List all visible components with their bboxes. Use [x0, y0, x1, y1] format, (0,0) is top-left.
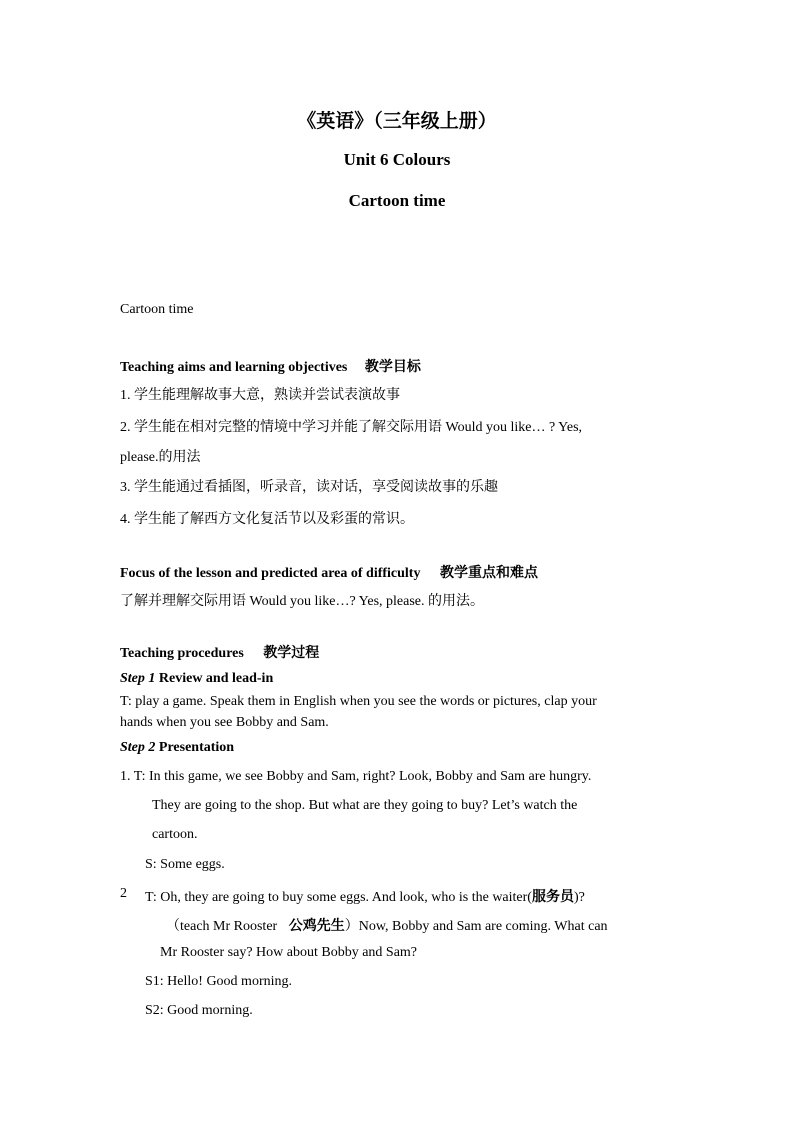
step2-line-9: S2: Good morning.	[145, 1003, 253, 1018]
aims-heading	[120, 356, 421, 376]
step2-line-6-b: ）Now, Bobby and Sam are coming. What can	[344, 919, 608, 934]
procedures-heading-cn: 教学过程	[263, 646, 320, 661]
step2-line-6-a: （teach Mr Rooster	[166, 919, 278, 934]
step1-title: Review and lead-in	[155, 671, 274, 686]
waiter-cn: 服务员	[531, 890, 574, 905]
step2-line-3: cartoon.	[152, 827, 198, 842]
rooster-cn: 公鸡先生	[288, 919, 345, 934]
step1-line-2: hands when you see Bobby and Sam.	[120, 715, 329, 730]
step2-line-5-b: )?	[573, 890, 585, 905]
step2-line-6	[166, 915, 608, 935]
unit-title: Unit 6 Colours	[343, 150, 451, 169]
focus-heading-cn: 教学重点和难点	[439, 566, 538, 581]
step2-heading	[120, 740, 234, 756]
aims-item-2: 2. 学生能在相对完整的情境中学习并能了解交际用语 Would you like… ? Yes,	[120, 420, 583, 435]
focus-heading	[120, 562, 538, 582]
step2-label: Step 2	[120, 740, 156, 755]
procedures-heading	[120, 642, 319, 662]
step1-line-1: T: play a game. Speak them in English when you see the words or pictures, clap your	[120, 694, 597, 709]
step2-line-8: S1: Hello! Good morning.	[145, 974, 292, 989]
focus-text: 了解并理解交际用语 Would you like…? Yes, please. 的用法。	[120, 594, 485, 609]
section-title: Cartoon time	[348, 191, 446, 210]
step2-line-7: Mr Rooster say? How about Bobby and Sam?	[160, 945, 418, 960]
aims-heading-cn: 教学目标	[364, 360, 421, 375]
step1-heading	[120, 671, 273, 687]
aims-item-2-cont: please.的用法	[120, 450, 201, 465]
aims-heading-en: Teaching aims and learning objectives	[120, 360, 348, 375]
step2-line-5-a: T: Oh, they are going to buy some eggs. And look, who is the waiter(	[145, 890, 532, 905]
procedures-heading-en: Teaching procedures	[120, 646, 244, 661]
aims-item-4: 4. 学生能了解西方文化复活节以及彩蛋的常识。	[120, 512, 414, 527]
aims-item-1: 1. 学生能理解故事大意，熟读并尝试表演故事	[120, 388, 400, 403]
step2-line-2: They are going to the shop. But what are they going to buy? Let’s watch the	[152, 798, 578, 813]
aims-item-3: 3. 学生能通过看插图，听录音，读对话，享受阅读故事的乐趣	[120, 480, 498, 495]
focus-heading-en: Focus of the lesson and predicted area of difficulty	[120, 566, 421, 581]
intro-text: Cartoon time	[120, 302, 194, 317]
step2-line-1: 1. T: In this game, we see Bobby and Sam, right? Look, Bobby and Sam are hungry.	[120, 769, 592, 784]
step2-line-5	[145, 886, 585, 906]
step1-label: Step 1	[120, 671, 156, 686]
step2-item-2-number: 2	[120, 886, 127, 901]
step2-title: Presentation	[155, 740, 235, 755]
step2-line-4: S: Some eggs.	[145, 857, 225, 872]
book-title: 《英语》（三年级上册）	[297, 111, 497, 132]
